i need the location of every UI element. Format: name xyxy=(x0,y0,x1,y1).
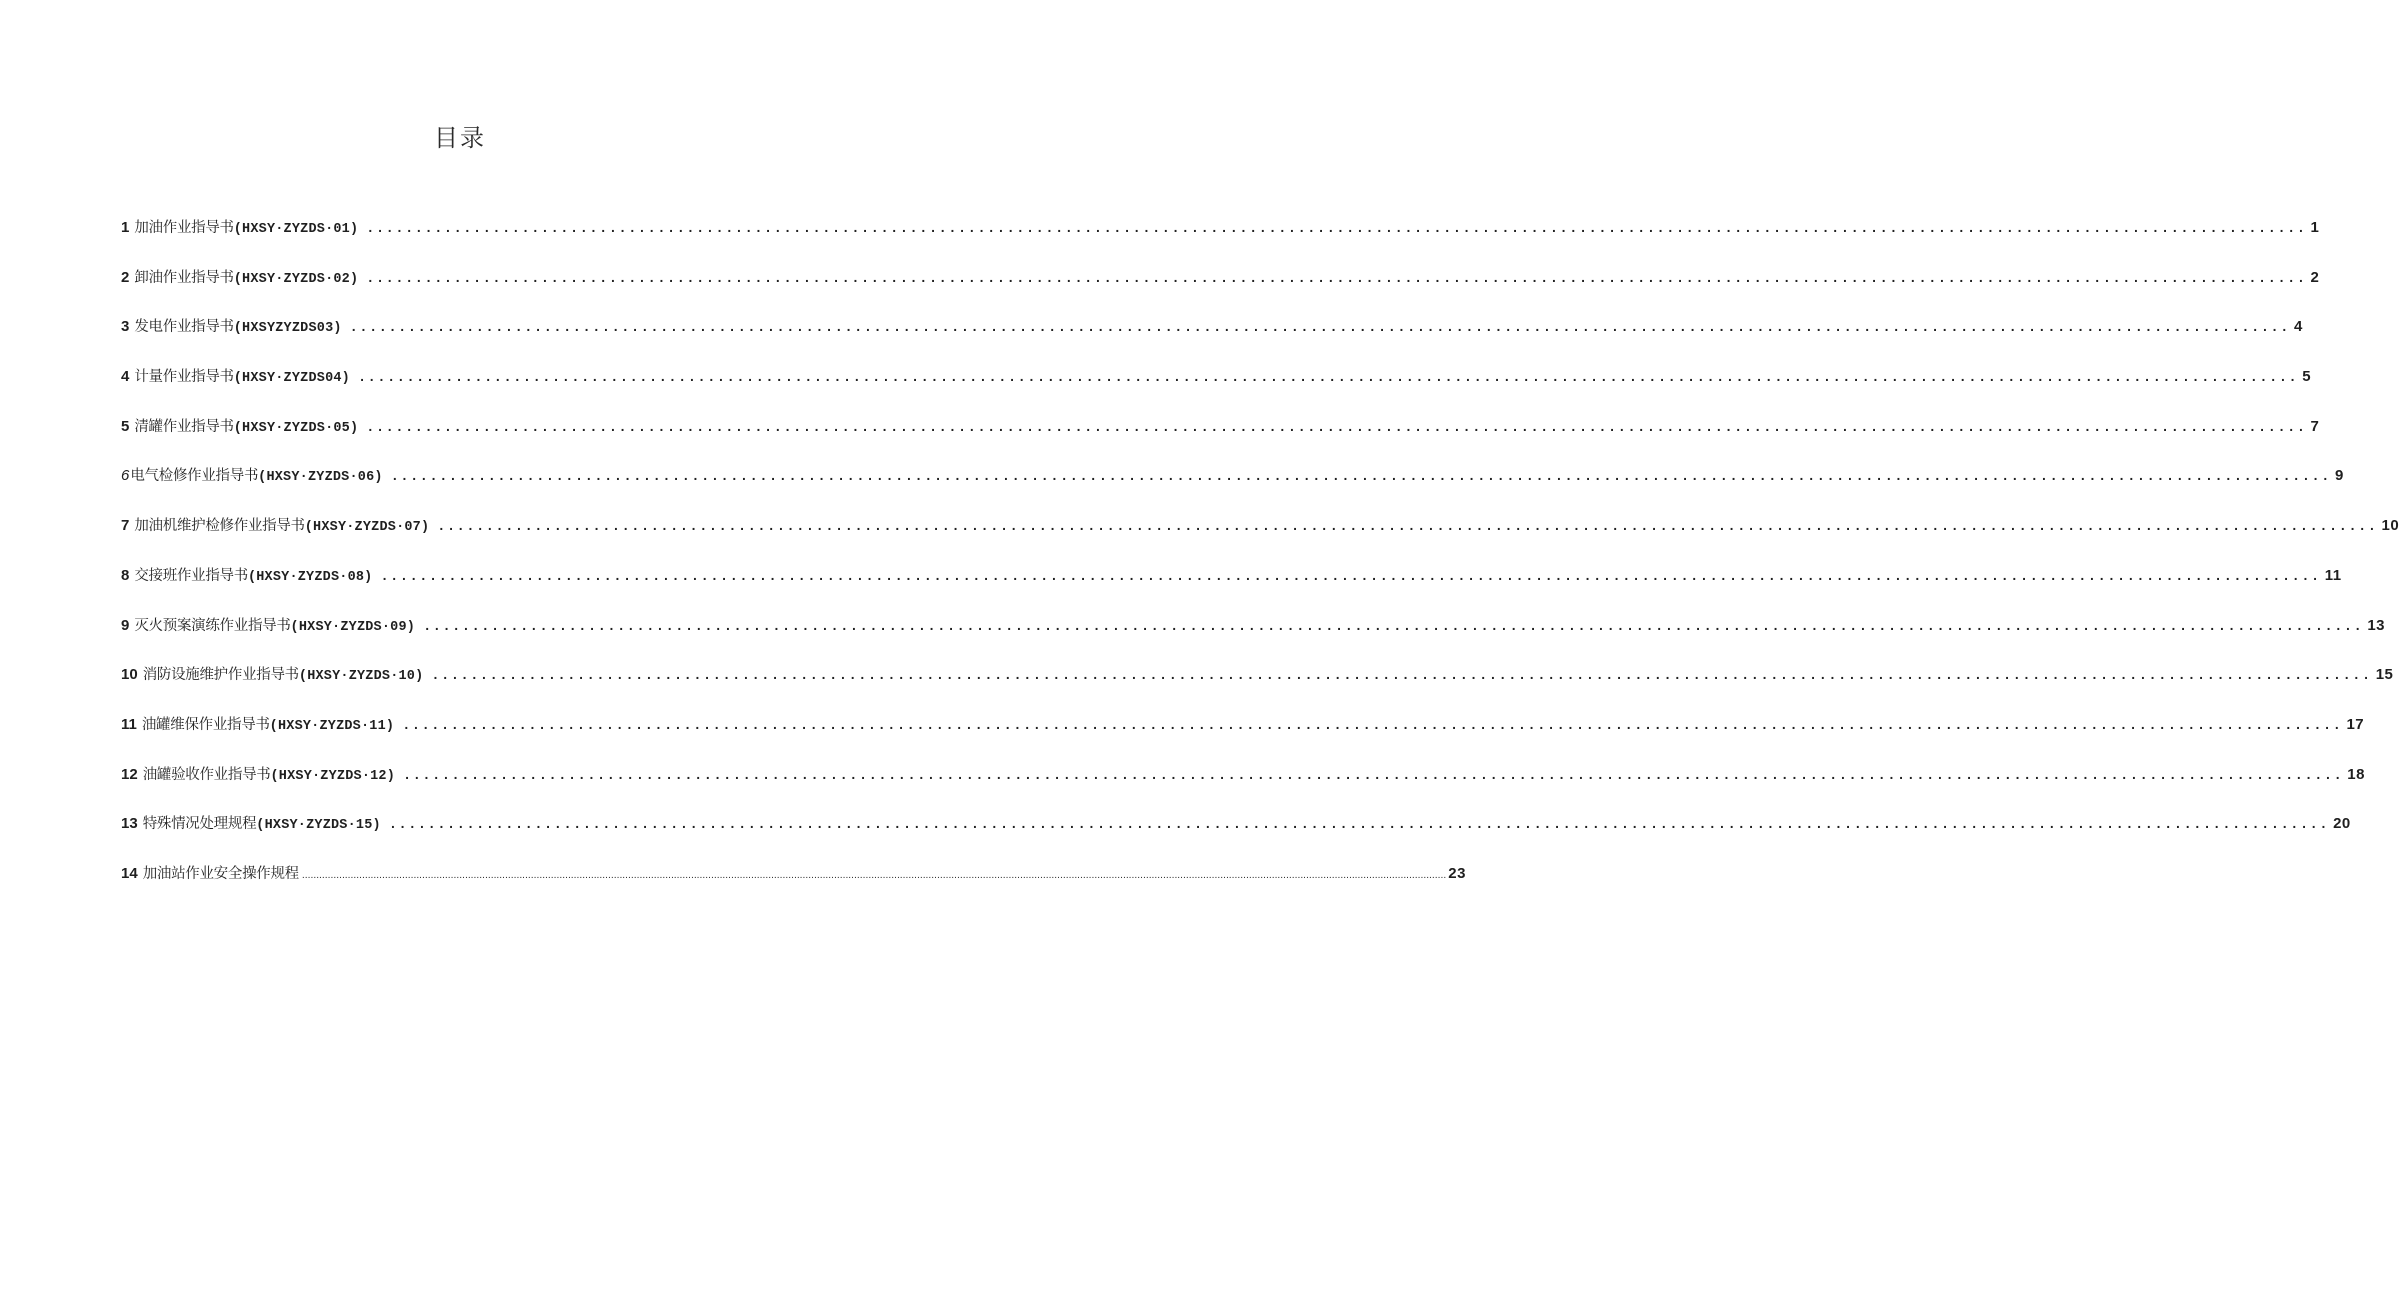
toc-dot-leader: ........................................................................................................................................................................................................ xyxy=(402,718,2343,734)
toc-dot-leader: ........................................................................................................................................................................................................ xyxy=(349,321,2290,337)
toc-entry-page-number: 2 xyxy=(2310,268,2320,286)
toc-dot-leader: ........................................................................................................................................................................................................ xyxy=(366,222,2307,237)
toc-entry-code: (HXSY·ZYZDS·02) xyxy=(233,271,359,287)
toc-entry[interactable] xyxy=(121,614,2386,664)
toc-entry-page-number: 1 xyxy=(2310,219,2320,236)
toc-entry-number: 11 xyxy=(121,715,137,733)
toc-entry-title: 加油机维护检修作业指导书 xyxy=(134,518,305,535)
toc-dot-leader: ........................................................................................................................................................................................................ xyxy=(431,669,2372,685)
toc-entry[interactable] xyxy=(121,663,2394,713)
toc-entry-title: 卸油作业指导书 xyxy=(134,269,234,286)
toc-entry[interactable] xyxy=(121,763,2365,813)
toc-entry-page-number: 7 xyxy=(2310,417,2320,435)
toc-entry-number: 1 xyxy=(121,219,130,236)
toc-entry-title: 清罐作业指导书 xyxy=(134,418,234,435)
toc-entry[interactable] xyxy=(121,415,2320,465)
toc-entry-number: 13 xyxy=(121,815,138,833)
toc-entry-title: 计量作业指导书 xyxy=(134,369,234,386)
toc-entry[interactable] xyxy=(121,464,2344,514)
toc-dot-leader: ........................................................................................................................................................................................................ xyxy=(437,520,2378,536)
toc-entry-number: 3 xyxy=(121,318,130,336)
toc-entry-number: 10 xyxy=(121,666,138,684)
toc-entry[interactable] xyxy=(121,266,2320,316)
toc-entry-title: 灭火预案演练作业指导书 xyxy=(134,617,291,634)
toc-entry-code: (HXSY·ZYZDS·09) xyxy=(290,619,416,635)
toc-entry-title: 交接班作业指导书 xyxy=(134,567,248,584)
toc-entry-number: 4 xyxy=(121,368,130,386)
toc-entry-title: 特殊情况处理规程 xyxy=(142,816,257,833)
toc-entry-title: 加油站作业安全操作规程 xyxy=(142,865,299,882)
toc-entry-number: 6 xyxy=(121,467,130,485)
toc-entry-title: 发电作业指导书 xyxy=(134,319,234,336)
toc-dot-leader: ........................................................................................................................................................................................................ xyxy=(423,619,2364,635)
toc-entry-page-number: 20 xyxy=(2333,815,2351,833)
toc-dot-leader: ................................................................................................................................................................................................................................................................................................................................................................................................................ xyxy=(301,870,1447,881)
toc-entry-title: 油罐验收作业指导书 xyxy=(142,766,271,783)
toc-entry[interactable] xyxy=(121,564,2342,614)
toc-entry-page-number: 18 xyxy=(2347,765,2365,783)
toc-entry-number: 7 xyxy=(121,517,130,535)
toc-entry-number: 8 xyxy=(121,566,130,584)
toc-entry-code: (HXSY·ZYZDS·12) xyxy=(270,768,396,784)
toc-entry-page-number: 15 xyxy=(2375,666,2394,684)
toc-title: 目录 xyxy=(434,124,486,152)
toc-entry-page-number: 9 xyxy=(2334,467,2344,485)
toc-entry[interactable] xyxy=(121,514,2399,564)
toc-entry-code: (HXSY·ZYZDS·01) xyxy=(233,222,359,237)
toc-entry-number: 2 xyxy=(121,268,130,286)
toc-entry-title: 消防设施维护作业指导书 xyxy=(142,667,299,684)
toc-entry-title: 油罐维保作业指导书 xyxy=(141,716,270,733)
toc-entry-code: (HXSY·ZYZDS·08) xyxy=(247,569,373,585)
toc-entry-page-number: 13 xyxy=(2367,616,2386,634)
toc-entry-number: 5 xyxy=(121,417,130,435)
toc-entry-page-number: 11 xyxy=(2324,566,2342,584)
toc-entry-page-number: 10 xyxy=(2381,517,2399,535)
toc-dot-leader: ........................................................................................................................................................................................................ xyxy=(366,420,2307,436)
toc-entry-code: (HXSYZYZDS03) xyxy=(233,321,342,337)
toc-dot-leader: ........................................................................................................................................................................................................ xyxy=(388,818,2330,834)
toc-dot-leader: ........................................................................................................................................................................................................ xyxy=(366,271,2307,287)
toc-entry[interactable] xyxy=(121,315,2303,365)
toc-entry-number: 12 xyxy=(121,765,138,783)
toc-entry[interactable] xyxy=(121,713,2365,763)
toc-entry-page-number: 5 xyxy=(2302,368,2312,386)
toc-entry-page-number: 4 xyxy=(2293,318,2303,336)
toc-entry-code: (HXSY·ZYZDS04) xyxy=(233,371,350,387)
toc-entry-number: 14 xyxy=(121,864,138,882)
toc-dot-leader: ........................................................................................................................................................................................................ xyxy=(403,768,2344,784)
toc-entry-title: 电气检修作业指导书 xyxy=(130,468,259,485)
toc-dot-leader: ........................................................................................................................................................................................................ xyxy=(380,569,2321,585)
toc-entry-title: 加油作业指导书 xyxy=(134,220,234,236)
toc-entry-code: (HXSY·ZYZDS·07) xyxy=(304,520,430,536)
toc-entry-code: (HXSY·ZYZDS·11) xyxy=(269,718,395,734)
toc-entry[interactable] xyxy=(121,862,1466,912)
toc-entry-code: (HXSY·ZYZDS·10) xyxy=(298,669,424,685)
toc-entry[interactable] xyxy=(121,365,2312,415)
toc-dot-leader: ........................................................................................................................................................................................................ xyxy=(390,470,2331,486)
toc-entry-code: (HXSY·ZYZDS·05) xyxy=(233,420,359,436)
toc-entry-code: (HXSY·ZYZDS·06) xyxy=(258,470,383,486)
toc-entry-page-number: 17 xyxy=(2346,715,2365,733)
toc-dot-leader: ........................................................................................................................................................................................................ xyxy=(357,371,2299,387)
toc-list xyxy=(121,216,2399,912)
toc-entry-number: 9 xyxy=(121,616,130,634)
toc-entry-page-number: 23 xyxy=(1448,864,1466,882)
toc-entry-code: (HXSY·ZYZDS·15) xyxy=(256,818,381,834)
toc-entry[interactable] xyxy=(121,216,2320,266)
toc-entry[interactable] xyxy=(121,812,2351,862)
